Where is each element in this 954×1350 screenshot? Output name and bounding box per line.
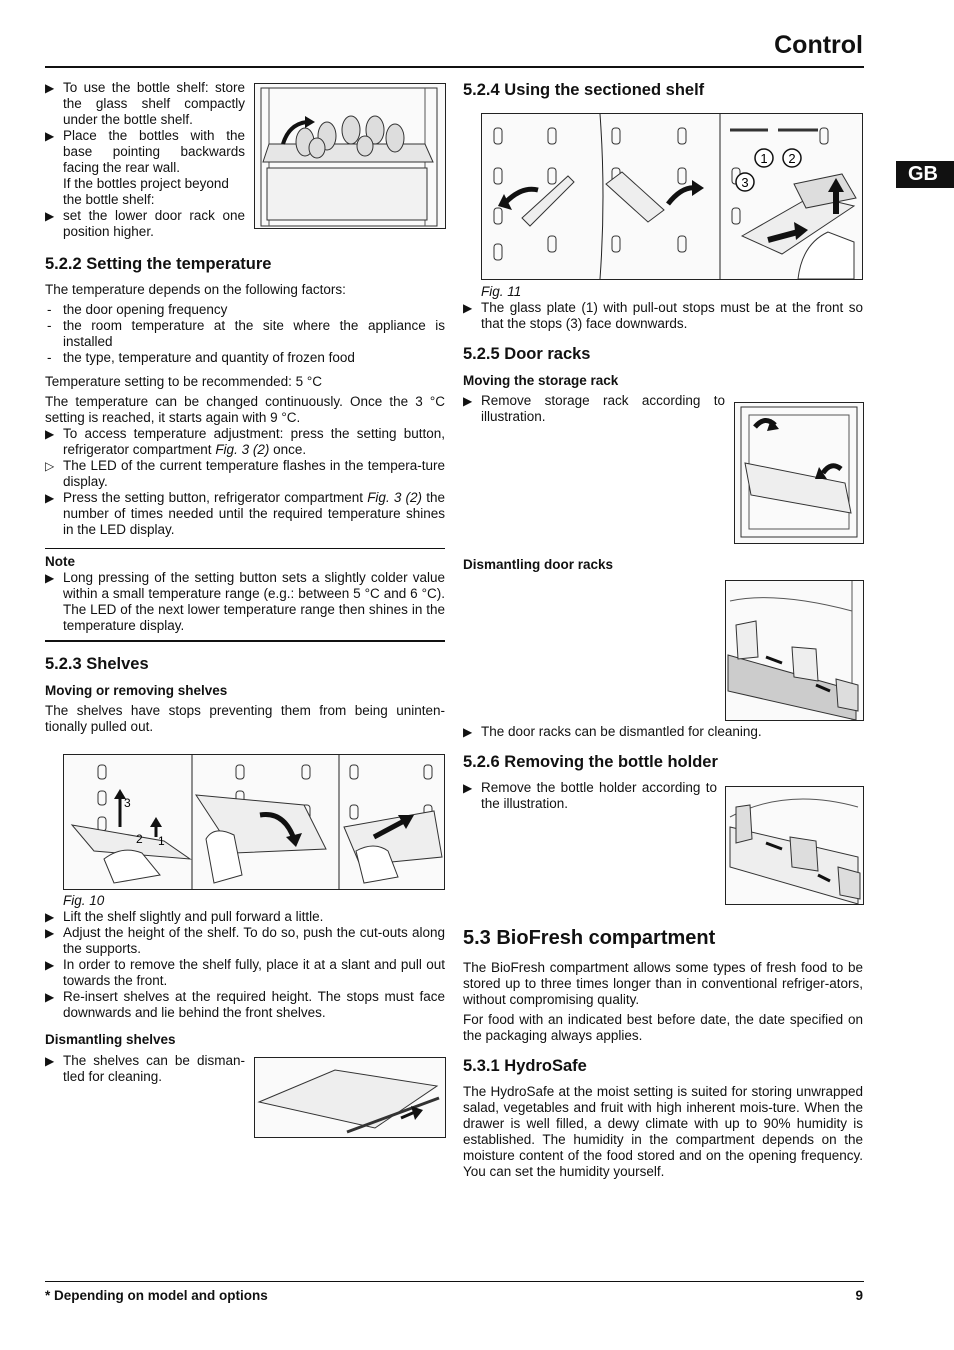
bullet: ▶ To access temperature adjustment: press the setting button, refrigerator compartment Fig. 3 (2) once. (45, 426, 445, 458)
paragraph: For food with an indicated best before date, the date specified on the packaging always applies. (463, 1012, 863, 1043)
bottle-shelf-figure (254, 83, 446, 229)
bullet: ▶ Adjust the height of the shelf. To do so, push the cut-outs along the supports. (45, 925, 445, 957)
paragraph: The BioFresh compartment allows some types of fresh food to be stored up to three times longer than in conventional refriger-ators, without compromising quality. (463, 960, 863, 1007)
page-title: Control (774, 31, 863, 59)
fig-number: 3 (741, 175, 749, 190)
bullet: ▶ Remove the bottle holder according to the illustration. (463, 780, 717, 812)
bullet: ▶ Remove storage rack according to illustration. (463, 393, 725, 425)
fig-number: 1 (158, 834, 165, 848)
bullet: ▶ Long pressing of the setting button sets a slightly colder value within a small temperature range (e.g.: between 5 °C and 6 °C). The LED of the next lower temperature range then shines in the temperature display. (45, 570, 445, 634)
bullet: ▶ To use the bottle shelf: store the glass shelf compactly under the bottle shelf. (45, 80, 245, 128)
paragraph: Temperature setting to be recommended: 5 °C (45, 374, 323, 389)
bottle-holder-figure (725, 786, 864, 905)
storage-rack-illustration (735, 403, 863, 543)
page-number: 9 (855, 1288, 863, 1303)
fig-11 (481, 113, 863, 280)
fig-10 (63, 754, 445, 890)
dismantle-racks-figure (725, 580, 864, 721)
sectioned-shelf-illustration (482, 114, 862, 279)
dash-item: - the type, temperature and quantity of frozen food (45, 350, 445, 366)
bullet: ▶ set the lower door rack one position higher. (45, 208, 245, 240)
footer-rule (45, 1281, 864, 1282)
subheading: Dismantling shelves (45, 1032, 176, 1047)
biofresh-section (463, 926, 863, 1184)
fig-number: 1 (760, 151, 768, 166)
bottle-shelf-illustration (255, 84, 445, 228)
text-line: If the bottles project beyond the bottle shelf: (63, 176, 229, 207)
note-box (45, 548, 445, 642)
dismantle-racks-heading-block (463, 556, 863, 573)
section-heading: 5.2.6 Removing the bottle holder (463, 753, 718, 771)
bullet: ▶ Lift the shelf slightly and pull forward a little. (45, 909, 445, 925)
dash-item: - the door opening frequency (45, 302, 445, 318)
result-item: ▷ The LED of the current temperature flashes in the tempera-ture display. (45, 458, 445, 490)
paragraph: The HydroSafe at the moist setting is suited for storing unwrapped salad, vegetables and fruit with high inherent mois-ture. When the drawer is well filled, a dewy climate with up to 90% humidity is established. The humidity in the compartment depends on the moisture content of the food stored and on the opening frequency. You can set the humidity yourself. (463, 1084, 863, 1179)
shelf-illustration (64, 755, 444, 889)
section-heading: 5.2.3 Shelves (45, 655, 149, 673)
bullet: ▶ Re-insert shelves at the required height. The stops must face downwards and lie behind the front shelves. (45, 989, 445, 1021)
subheading: Moving the storage rack (463, 373, 619, 388)
dismantle-racks-illustration (726, 581, 863, 720)
subheading: Dismantling door racks (463, 557, 614, 572)
paragraph: The temperature can be changed continuously. Once the 3 °C setting is reached, it starts again with 9 °C. (45, 394, 445, 425)
bullet: ▶ The glass plate (1) with pull-out stops must be at the front so that the stops (3) face downwards. (463, 300, 863, 332)
fig-number: 3 (124, 796, 131, 810)
paragraph: The temperature depends on the following factors: (45, 282, 346, 297)
fig-number: 2 (788, 151, 796, 166)
bullet: ▶ The shelves can be disman-tled for cleaning. (45, 1053, 245, 1085)
section-heading: 5.2.5 Door racks (463, 345, 591, 363)
footer-note: * Depending on model and options (45, 1288, 268, 1303)
dismantle-shelf-illustration (255, 1058, 445, 1137)
right-column (463, 80, 863, 100)
fig-number: 2 (136, 832, 143, 846)
header-rule (45, 66, 864, 68)
section-heading: 5.2.2 Setting the temperature (45, 255, 272, 273)
figure-label: Fig. 11 (481, 284, 522, 299)
storage-rack-figure (734, 402, 864, 544)
bullet: ▶ In order to remove the shelf fully, place it at a slant and pull out towards the front. (45, 957, 445, 989)
bottle-shelf-steps (45, 80, 245, 240)
dash-item: - the room temperature at the site where the appliance is installed (45, 318, 445, 350)
section-heading: 5.2.4 Using the sectioned shelf (463, 81, 705, 99)
bullet: ▶ The door racks can be dismantled for cleaning. (463, 724, 863, 740)
section-heading: 5.3.1 HydroSafe (463, 1057, 587, 1075)
paragraph: The shelves have stops preventing them from being uninten-tionally pulled out. (45, 703, 445, 734)
language-tab: GB (896, 161, 954, 188)
note-label: Note (45, 554, 75, 569)
bullet: ▶ Place the bottles with the base pointing backwards facing the rear wall. (45, 128, 245, 176)
figure-label: Fig. 10 (63, 893, 105, 908)
subheading: Moving or removing shelves (45, 683, 228, 698)
bottle-holder-illustration (726, 787, 863, 904)
dismantle-shelf-figure (254, 1057, 446, 1138)
bullet: ▶ Press the setting button, refrigerator compartment Fig. 3 (2) the number of times needed until the required temperature shines in the LED display. (45, 490, 445, 538)
chapter-heading: 5.3 BioFresh compartment (463, 927, 716, 949)
